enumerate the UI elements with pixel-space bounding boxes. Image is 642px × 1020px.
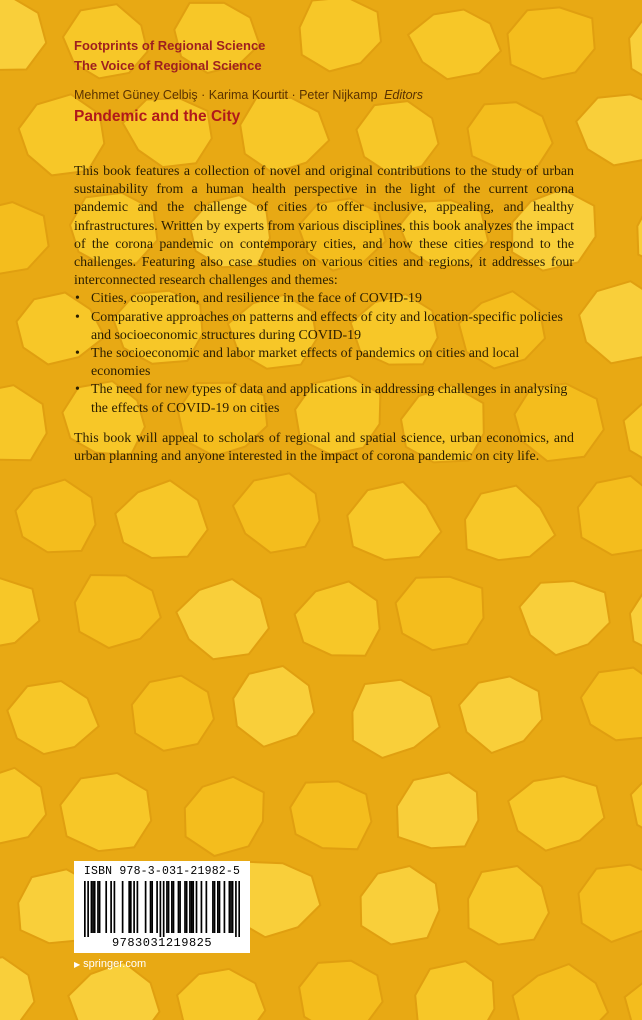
barcode-bars	[84, 881, 240, 937]
barcode-bar	[133, 881, 135, 933]
theme-text: Comparative approaches on patterns and effects of city and location-specific policies and socioeconomic structures during COVID-19	[91, 309, 563, 343]
description-intro: This book features a collection of novel and original contributions to the study of urban sustainability from a human health perspective in the light of the current corona pandemic and the challenge of cities to offer inclusive, appealing, and healthy infrastructures. Written by experts from various disciplines, this book analyzes the impact of the corona pandemic on contemporary cities, and how these cities respond to the challenges. Featuring also case studies on various cities and regions, it addresses four interconnected research challenges and themes:	[74, 164, 574, 289]
barcode-bar	[206, 881, 208, 933]
theme-text: Cities, cooperation, and resilience in the face of COVID-19	[91, 291, 422, 307]
bullet-icon: •	[75, 291, 80, 307]
barcode-bar	[173, 881, 175, 933]
themes-list	[74, 290, 574, 417]
isbn-text: ISBN 978-3-031-21982-5	[83, 865, 241, 878]
publisher-website[interactable]	[74, 958, 146, 970]
series-subtitle: The Voice of Regional Science	[74, 58, 262, 73]
barcode-bar	[192, 881, 194, 933]
barcode-bar	[189, 881, 191, 933]
barcode-bar	[201, 881, 203, 933]
barcode-bar	[137, 881, 139, 933]
barcode-bar	[217, 881, 219, 933]
bullet-icon: •	[75, 309, 80, 325]
editor-names: Mehmet Güney Celbiş · Karima Kourtit · Peter Nijkamp	[74, 88, 378, 102]
series-name: Footprints of Regional Science	[74, 38, 266, 53]
barcode-bar	[150, 881, 152, 933]
barcode-bar	[114, 881, 116, 933]
bullet-icon: •	[75, 382, 80, 398]
barcode-bar	[235, 881, 237, 937]
barcode-bar	[179, 881, 181, 933]
book-title: Pandemic and the City	[74, 108, 241, 125]
list-item	[74, 290, 574, 308]
editors-role: Editors	[384, 88, 423, 102]
barcode-bar	[196, 881, 198, 933]
barcode-bar	[191, 881, 193, 933]
barcode-bar	[186, 881, 188, 933]
triangle-right-icon: ▶	[74, 960, 81, 969]
barcode-bar	[238, 881, 240, 937]
isbn-barcode	[74, 861, 250, 953]
barcode-bar	[171, 881, 173, 933]
list-item	[74, 345, 574, 381]
barcode-bar	[184, 881, 186, 933]
editors-line	[74, 88, 423, 102]
barcode-bar	[219, 881, 221, 933]
barcode-bar	[94, 881, 96, 933]
barcode-bar	[122, 881, 124, 933]
barcode-bar	[166, 881, 168, 933]
theme-text: The need for new types of data and applications in addressing challenges in analysing the effects of COVID-19 on cities	[91, 382, 568, 416]
barcode-bar	[97, 881, 99, 933]
barcode-bar	[163, 881, 165, 937]
barcode-bar	[151, 881, 153, 933]
barcode-bar	[232, 881, 234, 933]
barcode-bar	[214, 881, 216, 933]
barcode-bar	[224, 881, 226, 933]
list-item	[74, 381, 574, 417]
barcode-bar	[91, 881, 93, 933]
barcode-bar	[105, 881, 107, 933]
barcode-bar	[229, 881, 231, 933]
barcode-bar	[160, 881, 162, 937]
barcode-bar	[130, 881, 132, 933]
barcode-bar	[145, 881, 147, 933]
book-description	[74, 163, 574, 466]
barcode-bar	[87, 881, 89, 937]
barcode-bar	[212, 881, 214, 933]
series-block	[74, 36, 265, 76]
list-item	[74, 309, 574, 345]
barcode-bar	[84, 881, 86, 937]
barcode-bar	[178, 881, 180, 933]
barcode-bar	[128, 881, 130, 933]
barcode-bar	[99, 881, 101, 933]
barcode-bar	[168, 881, 170, 933]
website-url[interactable]: springer.com	[83, 958, 147, 970]
bullet-icon: •	[75, 346, 80, 362]
ean-digits: 9783031219825	[111, 936, 213, 950]
barcode-bar	[230, 881, 232, 933]
barcode-bar	[92, 881, 94, 933]
barcode-bar	[110, 881, 112, 933]
description-audience: This book will appeal to scholars of regional and spatial science, urban economics, and urban planning and anyone interested in the impact of corona pandemic on city life.	[74, 430, 574, 465]
theme-text: The socioeconomic and labor market effects of pandemics on cities and local economies	[91, 346, 520, 380]
barcode-bar	[156, 881, 158, 933]
